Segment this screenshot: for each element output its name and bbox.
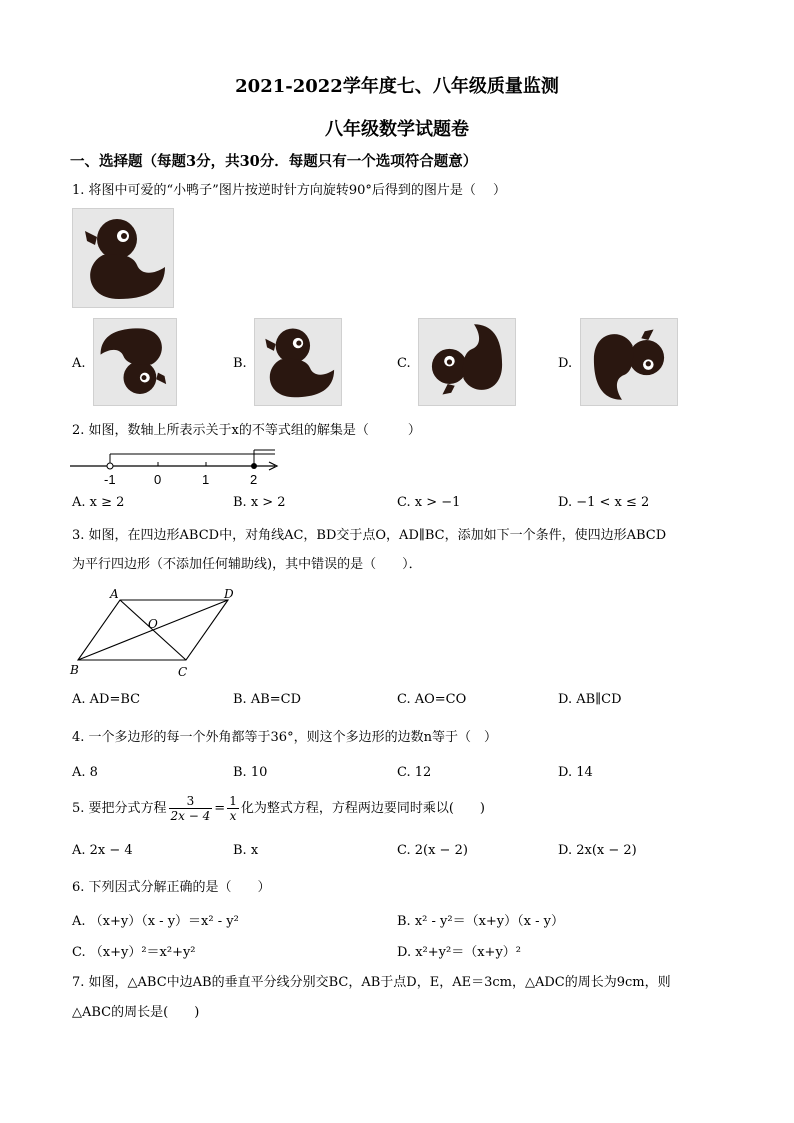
exam-subtitle: 八年级数学试题卷 [325, 119, 469, 140]
q1-option-a-label[interactable]: A. [72, 356, 86, 371]
q5-stem-pre: 5. 要把分式方程 [72, 800, 167, 816]
q1-option-b-image[interactable] [254, 318, 342, 406]
q3-option-d[interactable]: D. AB∥CD [558, 692, 622, 707]
q4-option-d[interactable]: D. 14 [558, 765, 593, 780]
vertex-label-a: A [110, 587, 119, 601]
q5-equals: = [214, 800, 226, 816]
q4-option-b[interactable]: B. 10 [233, 765, 268, 780]
q2-option-d[interactable]: D. −1 < x ≤ 2 [558, 495, 650, 510]
q1-option-d-label[interactable]: D. [558, 356, 573, 371]
q1-stem: 1. 将图中可爱的“小鸭子”图片按逆时针方向旋转90°后得到的图片是（ ） [72, 183, 507, 198]
exam-title: 2021-2022学年度七、八年级质量监测 [235, 76, 559, 97]
q4-option-c[interactable]: C. 12 [397, 765, 432, 780]
center-label-o: O [148, 617, 158, 631]
q1-option-b-label[interactable]: B. [233, 356, 247, 371]
q2-option-b[interactable]: B. x > 2 [233, 495, 286, 510]
q6-stem: 6. 下列因式分解正确的是（ ） [72, 880, 271, 895]
vertex-label-d: D [224, 587, 234, 601]
q1-option-d-image[interactable] [580, 318, 678, 406]
q4-stem: 4. 一个多边形的每一个外角都等于36°，则这个多边形的边数n等于（ ） [72, 730, 497, 745]
q2-stem: 2. 如图，数轴上所表示关于x的不等式组的解集是（ ） [72, 423, 421, 438]
section-heading: 一、选择题（每题3分，共30分．每题只有一个选项符合题意） [70, 153, 478, 170]
duck-original-image [72, 208, 174, 308]
vertex-label-c: C [178, 665, 188, 679]
vertex-label-b: B [70, 663, 79, 677]
tick-label: 1 [202, 472, 210, 487]
parallelogram-diagram [68, 584, 248, 680]
q5-fraction-left: $\frac{3}{2x - 4}$ [170, 794, 211, 823]
q5-option-b[interactable]: B. x [233, 843, 259, 858]
q7-stem-line1: 7. 如图，△ABC中边AB的垂直平分线分别交BC，AB于点D，E，AE＝3cm，△ADC的周长为9cm，则 [72, 975, 671, 990]
q5-option-c[interactable]: C. 2(x − 2) [397, 843, 468, 858]
tick-label: -1 [104, 472, 116, 487]
tick-label: 0 [154, 472, 162, 487]
q3-stem-line2: 为平行四边形（不添加任何辅助线)，其中错误的是（ ）． [72, 557, 422, 572]
q6-option-a[interactable]: A. （x+y）（x - y）＝x² - y² [72, 914, 239, 929]
q6-option-b[interactable]: B. x² - y²＝（x+y）（x - y） [397, 914, 564, 929]
tick-label: 2 [250, 472, 258, 487]
q5-option-d[interactable]: D. 2x(x − 2) [558, 843, 637, 858]
q5-option-a[interactable]: A. 2x − 4 [72, 843, 133, 858]
duck-original-icon [73, 209, 173, 307]
q3-option-b[interactable]: B. AB=CD [233, 692, 302, 707]
q1-option-c-image[interactable] [418, 318, 516, 406]
q5-stem [72, 794, 485, 823]
q7-stem-line2: △ABC的周长是( ) [72, 1005, 200, 1020]
q3-option-c[interactable]: C. AO=CO [397, 692, 467, 707]
q4-option-a[interactable]: A. 8 [72, 765, 98, 780]
q1-option-c-label[interactable]: C. [397, 356, 411, 371]
q3-stem-line1: 3. 如图，在四边形ABCD中，对角线AC，BD交于点O，AD∥BC，添加如下一个条件，使四边形ABCD [72, 528, 667, 543]
number-line-diagram [70, 446, 285, 488]
q2-option-a[interactable]: A. x ≥ 2 [72, 495, 125, 510]
q1-option-a-image[interactable] [93, 318, 177, 406]
q5-stem-post: 化为整式方程，方程两边要同时乘以( ) [240, 800, 485, 816]
q2-option-c[interactable]: C. x > −1 [397, 495, 461, 510]
q3-option-a[interactable]: A. AD=BC [72, 692, 141, 707]
q6-option-d[interactable]: D. x²+y²＝（x+y）² [397, 945, 521, 960]
q5-fraction-right: $\frac{1}{x}$ [229, 794, 237, 823]
q6-option-c[interactable]: C. （x+y）²＝x²+y² [72, 945, 196, 960]
